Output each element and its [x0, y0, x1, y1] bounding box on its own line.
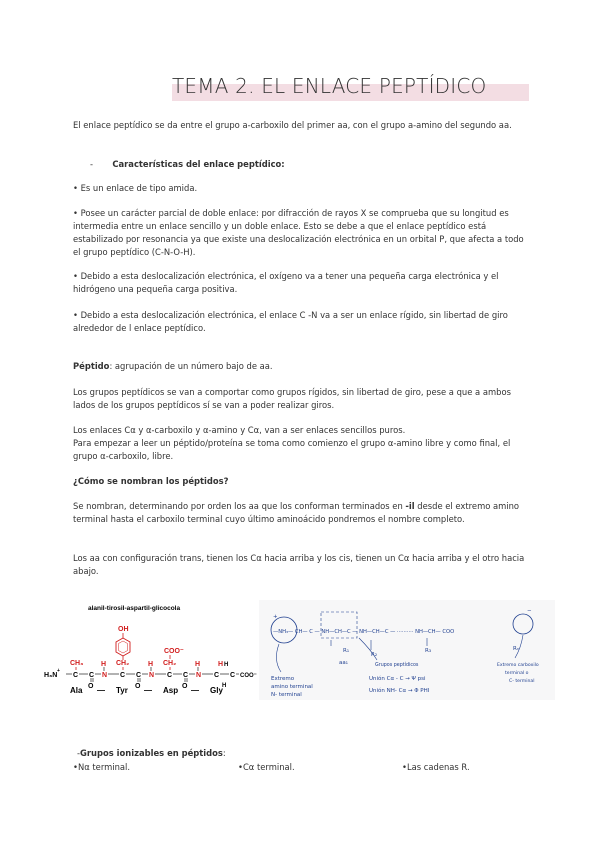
carboxy-terminal-line2: terminal o: [505, 671, 529, 676]
c-label: C: [120, 672, 126, 679]
n-label: N: [102, 672, 108, 679]
figure-caption: alanil-tirosil-aspartil-glicocola: [88, 605, 181, 612]
amino-terminal-line3: N- terminal: [271, 692, 302, 698]
c-label: C: [167, 672, 173, 679]
h-label: H: [222, 683, 227, 689]
r1-label: R₁: [343, 648, 350, 654]
ch2-label-b: CH₂: [163, 660, 177, 667]
o-label: O: [135, 683, 141, 690]
carboxy-terminal-line3: C- terminal: [509, 679, 535, 684]
naming-post: desde el extremo amino terminal hasta el carboxilo terminal cuyo último aminoácido pondremos el nombre completo.: [73, 501, 520, 524]
n-label: N: [149, 672, 155, 679]
minus-sign: −: [527, 608, 532, 614]
residue-asp: Asp: [163, 686, 179, 695]
title-block: [172, 74, 487, 98]
handwritten-peptide-figure: [259, 600, 555, 700]
bullet-1: • Es un enlace de tipo amida.: [73, 183, 198, 193]
bullet-3: • Debido a esta deslocalización electrónica, el oxígeno va a tener una pequeña carga electrónica y el hidrógeno una pequeña carga positiva.: [73, 271, 499, 294]
peptide-structure-figure: [44, 602, 257, 695]
ionizable-dash: -: [77, 748, 81, 758]
peptide-term: Péptido: [73, 361, 110, 371]
union-phi: Unión NH- Cα → Φ PHI: [369, 688, 430, 694]
bullet-4: • Debido a esta deslocalización electrónica, el enlace C -N va a ser un enlace rígido, sin libertad de giro alrededor de l enlace peptídico.: [73, 310, 508, 333]
residue-dash: —: [144, 686, 152, 695]
ionizable-item-r: •Las cadenas R.: [402, 762, 470, 772]
ionizable-title: Grupos ionizables en péptidos: [80, 748, 223, 758]
benzene-ring: [116, 638, 130, 656]
bonds-line: Los enlaces Cα y α-carboxilo y α-amino y Cα, van a ser enlaces sencillos puros.: [73, 425, 406, 435]
config-paragraph: Los aa con configuración trans, tienen los Cα hacia arriba y los cis, tienen un Cα hacia arriba y el otro hacia abajo.: [73, 553, 525, 576]
naming-pre: Se nombran, determinando por orden los aa que los conforman terminados en: [73, 501, 406, 511]
amino-terminal-line1: Extremo: [271, 676, 295, 682]
o-label: O: [182, 683, 188, 690]
carboxy-terminal-line1: Extremo carboxilo: [497, 663, 539, 668]
naming-suffix: -il: [405, 501, 415, 511]
page-title: TEMA 2. EL ENLACE PEPTÍDICO: [172, 74, 487, 98]
amino-terminal-line2: amino terminal: [271, 684, 313, 690]
intro-paragraph: El enlace peptídico se da entre el grupo a-carboxilo del primer aa, con el grupo a-amino del segundo aa.: [73, 120, 512, 130]
ionizable-colon: :: [222, 748, 226, 758]
o-label: O: [88, 683, 94, 690]
residue-tyr: Tyr: [116, 686, 128, 695]
h-label: H: [195, 661, 201, 668]
h-label: H: [218, 661, 224, 668]
c-label: C: [183, 672, 189, 679]
rigid-groups-paragraph: Los grupos peptídicos se van a comportar como grupos rígidos, sin libertad de giro, pese a que a ambos lados de los grupos peptídicos sí se van a poder realizar giros.: [73, 387, 511, 410]
peptide-definition: [73, 360, 528, 373]
residue-gly: Gly: [210, 686, 223, 695]
reading-line: Para empezar a leer un péptido/proteína se toma como comienzo el grupo α-amino libre y como final, el grupo α-carboxilo, libre.: [73, 438, 511, 461]
ch2-label-a: CH₂: [116, 660, 130, 667]
c-label: C: [136, 672, 142, 679]
naming-question: ¿Cómo se nombran los péptidos?: [73, 476, 229, 486]
plus-sign: +: [273, 614, 278, 620]
naming-paragraph: [73, 500, 528, 526]
c-label: C: [73, 672, 79, 679]
heading-dash: -: [90, 159, 94, 169]
ionizable-title-block: [77, 748, 226, 758]
h-label: H: [148, 661, 154, 668]
c-label: C: [214, 672, 220, 679]
bullet-2: • Posee un carácter parcial de doble enlace: por difracción de rayos X se comprueba que su longitud es intermedia entre un enlace sencillo y un doble enlace. Esto se debe a que el enlace peptídico está estabilizado por resonancia ya que existe una deslocalización electrónica en un orbital P, que afecta a todo el grupo peptídico (C-N-O-H).: [73, 208, 524, 257]
rn-label: Rₙ: [513, 646, 520, 652]
coo-top-label: COO⁻: [164, 648, 184, 655]
coo-end-label: COO⁻: [240, 673, 257, 679]
r3-label: R₃: [425, 648, 432, 654]
r2-label: R₂: [371, 652, 378, 658]
chain-text: —NH₃— CH— C — NH—CH—C — NH—CH—C — ·········· NH—CH— COO: [273, 629, 455, 635]
h-label: H: [101, 661, 107, 668]
peptide-def: : agrupación de un número bajo de aa.: [109, 361, 273, 371]
ch3-label: CH₃: [70, 660, 84, 667]
h-label: H: [224, 662, 229, 668]
heading-text: Características del enlace peptídico:: [112, 159, 285, 169]
union-psi: Unión Cα - C → Ψ psi: [369, 676, 426, 682]
h3n-label: H₃N: [44, 672, 58, 679]
grupos-peptidicos-label: Grupos peptídicos: [375, 663, 419, 668]
n-label: N: [196, 672, 202, 679]
residue-dash: —: [191, 686, 199, 695]
plus-charge: +: [57, 668, 60, 674]
residue-dash: —: [97, 686, 105, 695]
ionizable-item-c: •Cα terminal.: [238, 762, 295, 772]
c-label: C: [89, 672, 95, 679]
ionizable-item-n: •Nα terminal.: [73, 762, 131, 772]
c-label: C: [230, 672, 236, 679]
oh-label: OH: [118, 626, 129, 633]
aa1-label: aa₁: [339, 660, 348, 666]
residue-ala: Ala: [70, 686, 83, 695]
characteristics-heading: [90, 158, 545, 171]
